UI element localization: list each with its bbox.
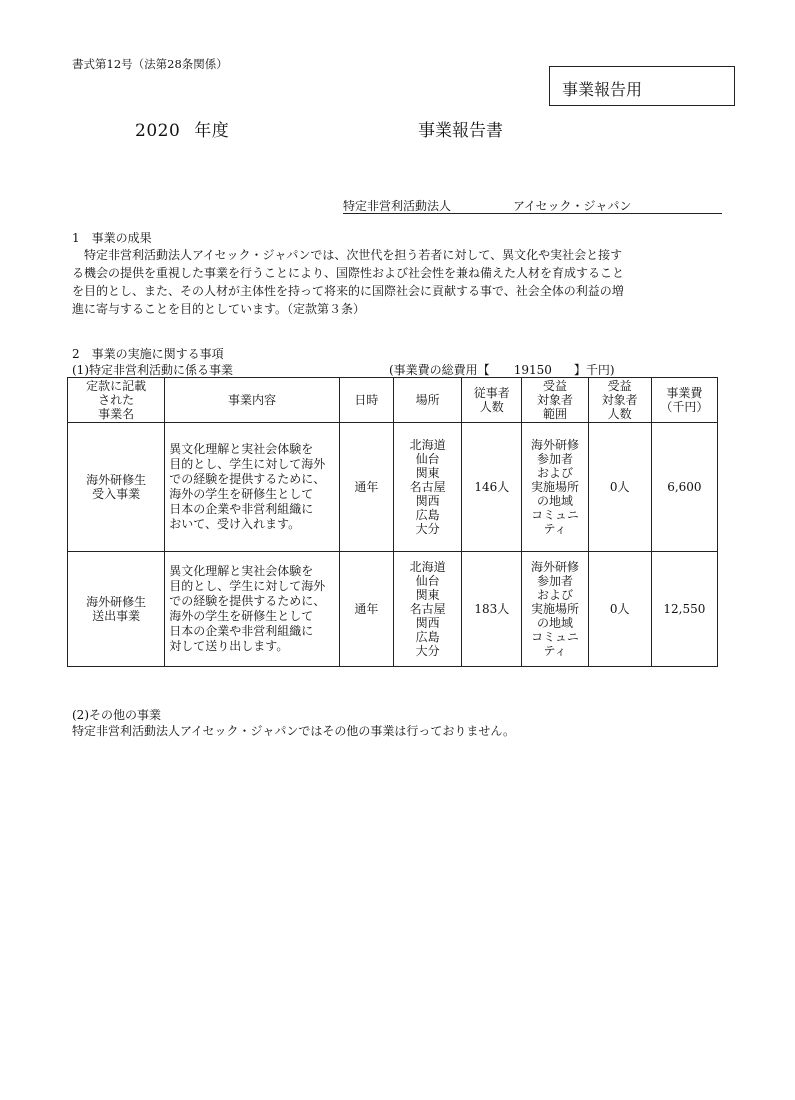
business-content-cell [165,552,340,667]
table-row [68,552,718,667]
section1-line: を目的とし、また、その人材が主体性を持って将来的に国際社会に貢献する事で、社会全体の利益の増 [72,284,624,298]
col-beneficiary-scope-header [522,378,588,423]
col-content-header [165,378,340,423]
section1-heading: 1 事業の成果 [72,231,152,245]
form-number: 書式第12号（法第28条関係） [72,57,228,71]
business-content-cell-line: 異文化理解と実社会体験を [169,442,314,456]
business-name-cell-line: 送出事業 [92,609,141,623]
beneficiary-scope-cell-line: の地域 [536,616,573,630]
business-name-cell [68,423,165,552]
business-content-cell-line: 海外の学生を研修生として [169,487,314,501]
col-beneficiary-count-header [588,378,651,423]
business-content-cell-line: での経験を提供するために、 [169,472,326,486]
section3-heading: (2)その他の事業 [72,708,161,722]
total-cost-amount: 19150 [513,363,552,377]
place-cell-line: 関東 [415,588,440,602]
header-line: 受益 [607,379,632,393]
beneficiary-scope-cell-line: 海外研修 [530,438,579,452]
place-cell-line: 関西 [415,494,440,508]
section2-heading: 2 事業の実施に関する事項 [72,347,224,361]
business-content-cell-line: 日本の企業や非営利組織に [169,624,314,638]
date-cell: 通年 [339,552,393,667]
header-line: 事業費 [666,386,703,400]
header-line: 事業内容 [228,393,277,407]
section1-body [72,246,682,318]
header-line: 受益 [542,379,567,393]
fiscal-year-unit: 年度 [194,121,230,141]
header-line: 対象者 [601,393,638,407]
document-title: 事業報告書 [418,121,503,141]
beneficiary-scope-cell-line: コミュニ [531,630,579,644]
section3-text: 特定非営利活動法人アイセック・ジャパンではその他の事業は行っておりません。 [72,724,516,738]
organization-type: 特定非営利活動法人 [343,199,452,213]
date-cell: 通年 [339,423,393,552]
place-cell-line: 広島 [415,508,440,522]
business-content-cell [165,423,340,552]
staff-cell: 146人 [462,423,522,552]
fiscal-year-number: 2020 [135,121,181,141]
business-content-cell-line: 異文化理解と実社会体験を [169,564,314,578]
cost-cell: 6,600 [651,423,717,552]
beneficiary-scope-cell-line: および [536,466,573,480]
place-cell-line: 北海道 [409,438,446,452]
total-cost-prefix: (事業費の総費用【 [389,363,490,377]
business-content-cell-line: 目的とし、学生に対して海外 [169,457,326,471]
place-cell-line: 大分 [415,522,440,536]
business-content-cell-line: 日本の企業や非営利組織に [169,502,314,516]
beneficiary-scope-cell-line: ティ [543,644,567,658]
col-place-header [393,378,461,423]
beneficiary-scope-cell-line: ティ [543,522,567,536]
place-cell-line: 仙台 [415,452,440,466]
report-stamp-box: 事業報告用 [549,66,735,106]
beneficiary-scope-cell-line: 海外研修 [530,560,579,574]
section1-line: る機会の提供を重視した事業を行うことにより、国際性および社会性を兼ね備えた人材を育成すること [72,266,625,280]
beneficiary-count-cell: 0人 [588,423,651,552]
business-name-cell-line: 海外研修生 [86,473,147,487]
place-cell-line: 北海道 [409,560,446,574]
header-line: された [98,393,135,407]
col-date-header [339,378,393,423]
organization-line [343,197,722,214]
business-content-cell-line: での経験を提供するために、 [169,594,326,608]
business-table [67,377,718,667]
header-line: 範囲 [542,407,567,421]
place-cell-line: 関西 [415,616,440,630]
beneficiary-scope-cell-line: の地域 [536,494,573,508]
place-cell-line: 名古屋 [409,602,446,616]
cost-cell: 12,550 [651,552,717,667]
section1-line: 特定非営利活動法人アイセック・ジャパンでは、次世代を担う若者に対して、異文化や実社会と接す [72,248,623,262]
beneficiary-scope-cell-line: 実施場所 [530,480,579,494]
total-cost-line [389,361,615,378]
beneficiary-scope-cell-line: および [536,588,573,602]
business-name-cell-line: 受入事業 [92,487,141,501]
header-line: 人数 [607,407,632,421]
organization-name: アイセック・ジャパン [513,199,632,213]
business-content-cell-line: 海外の学生を研修生として [169,609,314,623]
section2-subheading: (1)特定非営利活動に係る事業 [72,363,233,377]
header-line: （千円） [660,400,709,414]
col-staff-header [462,378,522,423]
header-line: 日時 [354,393,379,407]
beneficiary-scope-cell-line: 参加者 [536,574,573,588]
place-cell-line: 大分 [415,644,440,658]
beneficiary-scope-cell [522,423,588,552]
beneficiary-scope-cell-line: コミュニ [531,508,579,522]
business-content-cell-line: 目的とし、学生に対して海外 [169,579,326,593]
header-line: 対象者 [536,393,573,407]
place-cell-line: 広島 [415,630,440,644]
col-cost-header [651,378,717,423]
staff-cell: 183人 [462,552,522,667]
business-name-cell [68,552,165,667]
header-line: 事業名 [98,407,135,421]
beneficiary-scope-cell-line: 参加者 [536,452,573,466]
header-line: 定款に記載 [86,379,147,393]
total-cost-suffix: 】千円) [573,363,615,377]
header-line: 場所 [415,393,440,407]
header-line: 人数 [479,400,504,414]
header-line: 従事者 [473,386,510,400]
place-cell-line: 仙台 [415,574,440,588]
table-header-row [68,378,718,423]
col-business-name-header [68,378,165,423]
beneficiary-scope-cell [522,552,588,667]
business-content-cell-line: おいて、受け入れます。 [169,517,301,531]
business-content-cell-line: 対して送り出します。 [169,639,289,653]
place-cell-line: 関東 [415,466,440,480]
table-row [68,423,718,552]
place-cell-line: 名古屋 [409,480,446,494]
beneficiary-scope-cell-line: 実施場所 [530,602,579,616]
fiscal-year [135,116,229,141]
business-name-cell-line: 海外研修生 [86,595,147,609]
beneficiary-count-cell: 0人 [588,552,651,667]
place-cell [393,552,461,667]
section1-line: 進に寄与することを目的としています。（定款第３条） [72,302,366,316]
place-cell [393,423,461,552]
